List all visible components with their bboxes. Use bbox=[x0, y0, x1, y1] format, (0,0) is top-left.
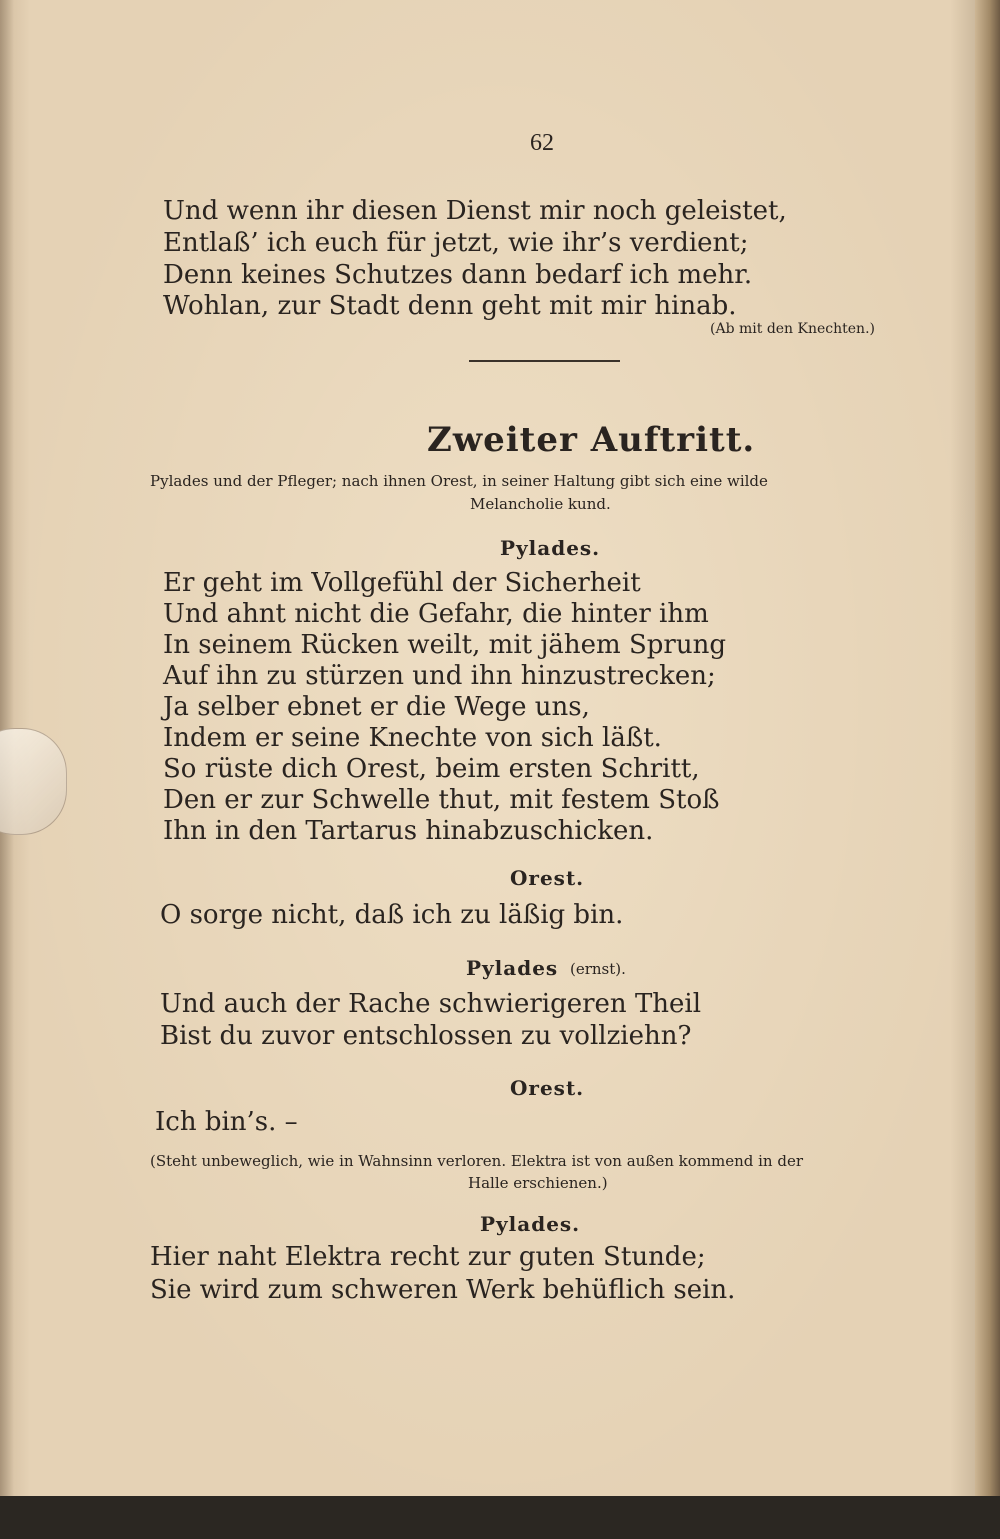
verse-line: Ich bin’s. – bbox=[155, 1107, 298, 1137]
verse-line: Und wenn ihr diesen Dienst mir noch geleistet, bbox=[163, 196, 787, 226]
verse-line: Den er zur Schwelle thut, mit festem Stoß bbox=[163, 785, 720, 815]
scene-description-line: Melancholie kund. bbox=[470, 495, 611, 513]
verse-line: Bist du zuvor entschlossen zu vollziehn? bbox=[160, 1021, 692, 1051]
verse-line: So rüste dich Orest, beim ersten Schritt, bbox=[163, 754, 700, 784]
verse-line: Ja selber ebnet er die Wege uns, bbox=[163, 692, 590, 722]
verse-line: Wohlan, zur Stadt denn geht mit mir hinab. bbox=[163, 291, 737, 321]
page-number: 62 bbox=[530, 130, 554, 156]
verse-line: Und ahnt nicht die Gefahr, die hinter ihm bbox=[163, 599, 709, 629]
verse-line: Er geht im Vollgefühl der Sicherheit bbox=[163, 568, 641, 598]
background-surface bbox=[0, 1496, 1000, 1539]
stage-direction: Halle erschienen.) bbox=[468, 1174, 608, 1192]
verse-line: O sorge nicht, daß ich zu läßig bin. bbox=[160, 900, 624, 930]
verse-line: Denn keines Schutzes dann bedarf ich mehr. bbox=[163, 260, 753, 290]
verse-line: Hier naht Elektra recht zur guten Stunde; bbox=[150, 1242, 706, 1272]
verse-line: Entlaß’ ich euch für jetzt, wie ihr’s verdient; bbox=[163, 228, 749, 258]
thumb-index-tab bbox=[0, 728, 67, 835]
stage-direction: (Steht unbeweglich, wie in Wahnsinn verloren. Elektra ist von außen kommend in der bbox=[150, 1152, 803, 1170]
stage-direction: (Ab mit den Knechten.) bbox=[710, 321, 875, 337]
speaker-name: Orest. bbox=[510, 1076, 585, 1100]
verse-line: Auf ihn zu stürzen und ihn hinzustrecken; bbox=[163, 661, 716, 691]
verse-line: Ihn in den Tartarus hinabzuschicken. bbox=[163, 816, 654, 846]
section-divider bbox=[469, 360, 620, 362]
speaker-name: Pylades. bbox=[480, 1212, 581, 1236]
speaker-direction: (ernst). bbox=[570, 960, 626, 978]
speaker-name: Pylades bbox=[466, 956, 559, 980]
verse-line: In seinem Rücken weilt, mit jähem Sprung bbox=[163, 630, 726, 660]
scene-title: Zweiter Auftritt. bbox=[427, 420, 756, 460]
page-edge bbox=[975, 0, 1000, 1500]
speaker-name: Pylades. bbox=[500, 536, 601, 560]
scene-description-line: Pylades und der Pfleger; nach ihnen Orest, in seiner Haltung gibt sich eine wilde bbox=[150, 472, 768, 490]
speaker-name: Orest. bbox=[510, 866, 585, 890]
verse-line: Indem er seine Knechte von sich läßt. bbox=[163, 723, 662, 753]
verse-line: Sie wird zum schweren Werk behüflich sein. bbox=[150, 1275, 736, 1305]
verse-line: Und auch der Rache schwierigeren Theil bbox=[160, 989, 702, 1019]
